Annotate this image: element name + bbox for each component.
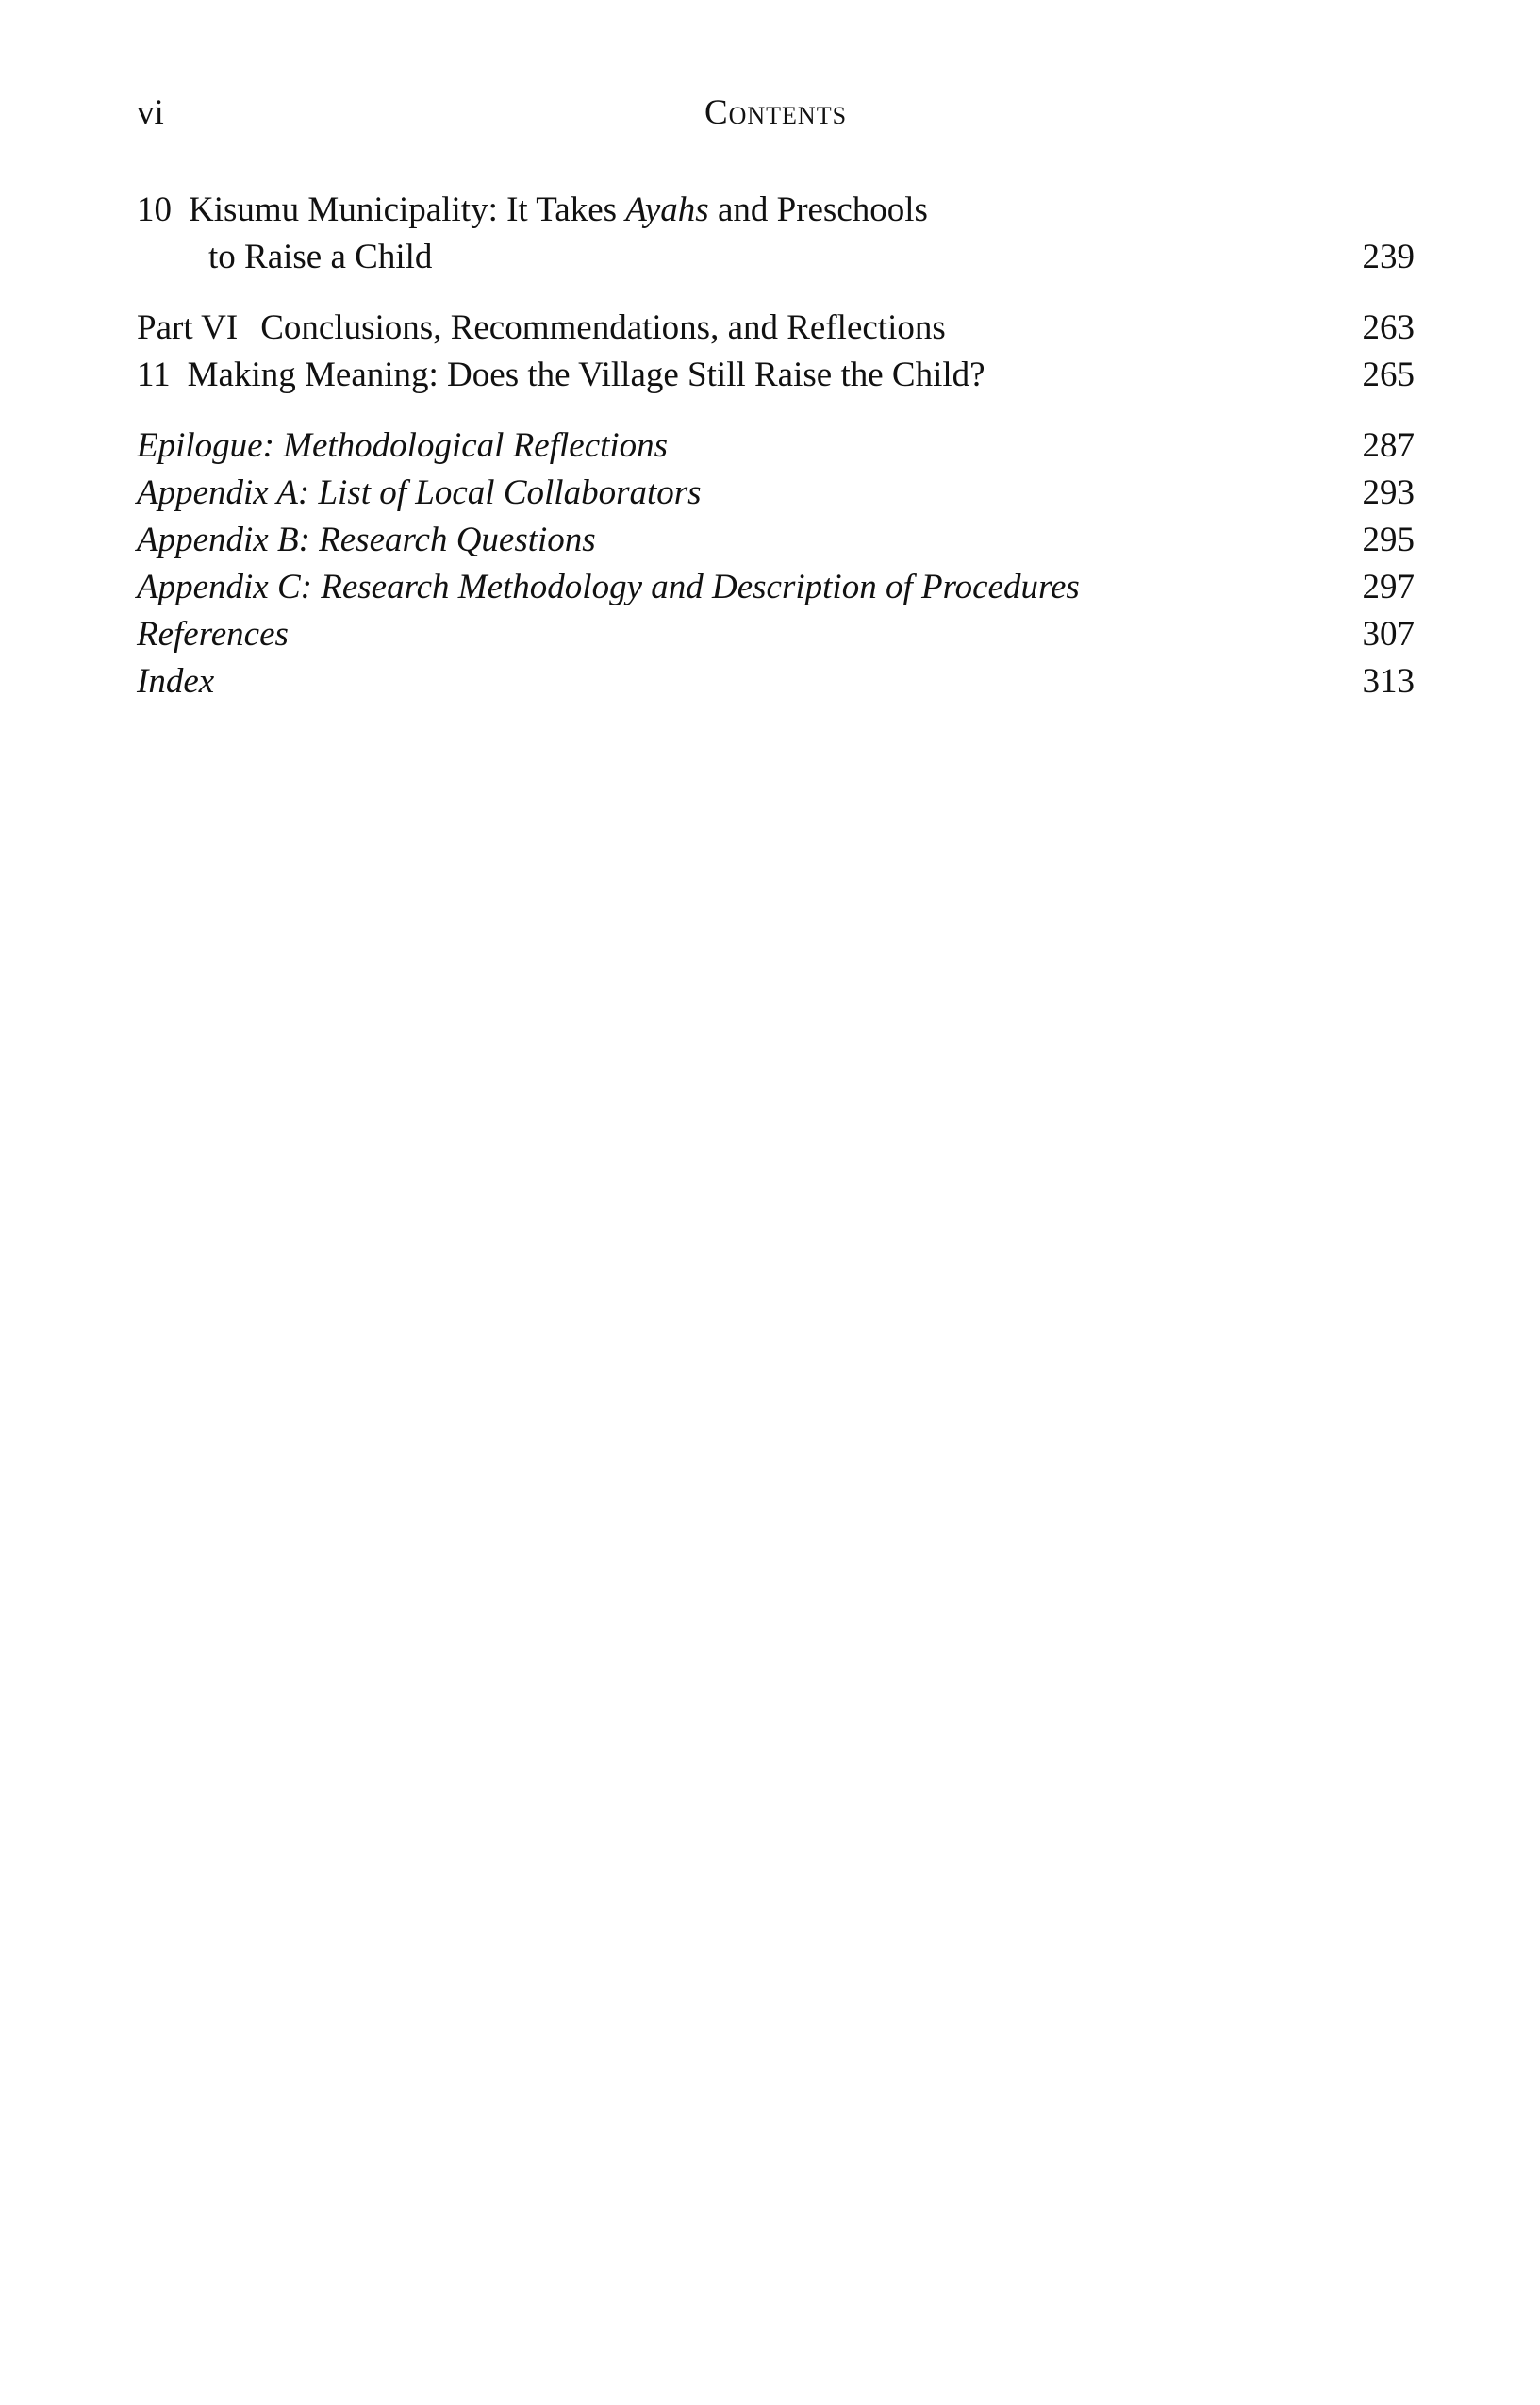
toc-page-number: 287 xyxy=(1362,426,1415,465)
toc-page-number: 293 xyxy=(1362,473,1415,512)
toc-page-number: 239 xyxy=(1362,238,1415,276)
chapter-number: 10 xyxy=(137,191,172,229)
table-of-contents xyxy=(137,187,1415,705)
toc-entry-title: Appendix B: Research Questions xyxy=(137,521,596,559)
part-title: Conclusions, Recommendations, and Reflections xyxy=(260,308,946,347)
toc-entry-title: Epilogue: Methodological Reflections xyxy=(137,426,669,465)
chapter-title-italic: Ayahs xyxy=(625,191,709,229)
toc-page-number: 313 xyxy=(1362,662,1415,701)
toc-entry-appendix-a xyxy=(137,470,1415,517)
toc-entry-epilogue xyxy=(137,423,1415,470)
toc-entry-title: References xyxy=(137,615,289,654)
toc-entry-chapter-11 xyxy=(137,352,1415,399)
toc-page-number: 263 xyxy=(1362,308,1415,347)
chapter-number: 11 xyxy=(137,356,171,394)
toc-entry-index xyxy=(137,658,1415,705)
chapter-title: Making Meaning: Does the Village Still Raise the Child? xyxy=(187,356,985,394)
toc-page-number: 295 xyxy=(1362,521,1415,559)
toc-entry-appendix-c xyxy=(137,564,1415,611)
part-number: Part VI xyxy=(137,308,239,347)
toc-entry-title xyxy=(137,305,1415,352)
toc-entry-part-6 xyxy=(137,305,1415,352)
toc-entry-title xyxy=(137,187,1415,281)
toc-entry-title xyxy=(137,352,1415,399)
chapter-title-part: Kisumu Municipality: It Takes xyxy=(189,191,626,229)
running-head-title: Contents xyxy=(704,93,848,132)
chapter-title-continuation: to Raise a Child xyxy=(208,238,433,276)
toc-page-number: 297 xyxy=(1362,568,1415,606)
toc-entry-title: Appendix C: Research Methodology and Description of Procedures xyxy=(137,568,1080,606)
running-head xyxy=(137,92,1415,140)
toc-page-number: 307 xyxy=(1362,615,1415,654)
toc-entry-appendix-b xyxy=(137,517,1415,564)
toc-entry-chapter-10 xyxy=(137,187,1415,281)
page-folio: vi xyxy=(137,93,164,132)
toc-entry-title: Appendix A: List of Local Collaborators xyxy=(137,473,702,512)
toc-page-number: 265 xyxy=(1362,356,1415,394)
toc-entry-title: Index xyxy=(137,662,215,701)
chapter-title-part: and Preschools xyxy=(708,191,928,229)
toc-entry-references xyxy=(137,611,1415,658)
